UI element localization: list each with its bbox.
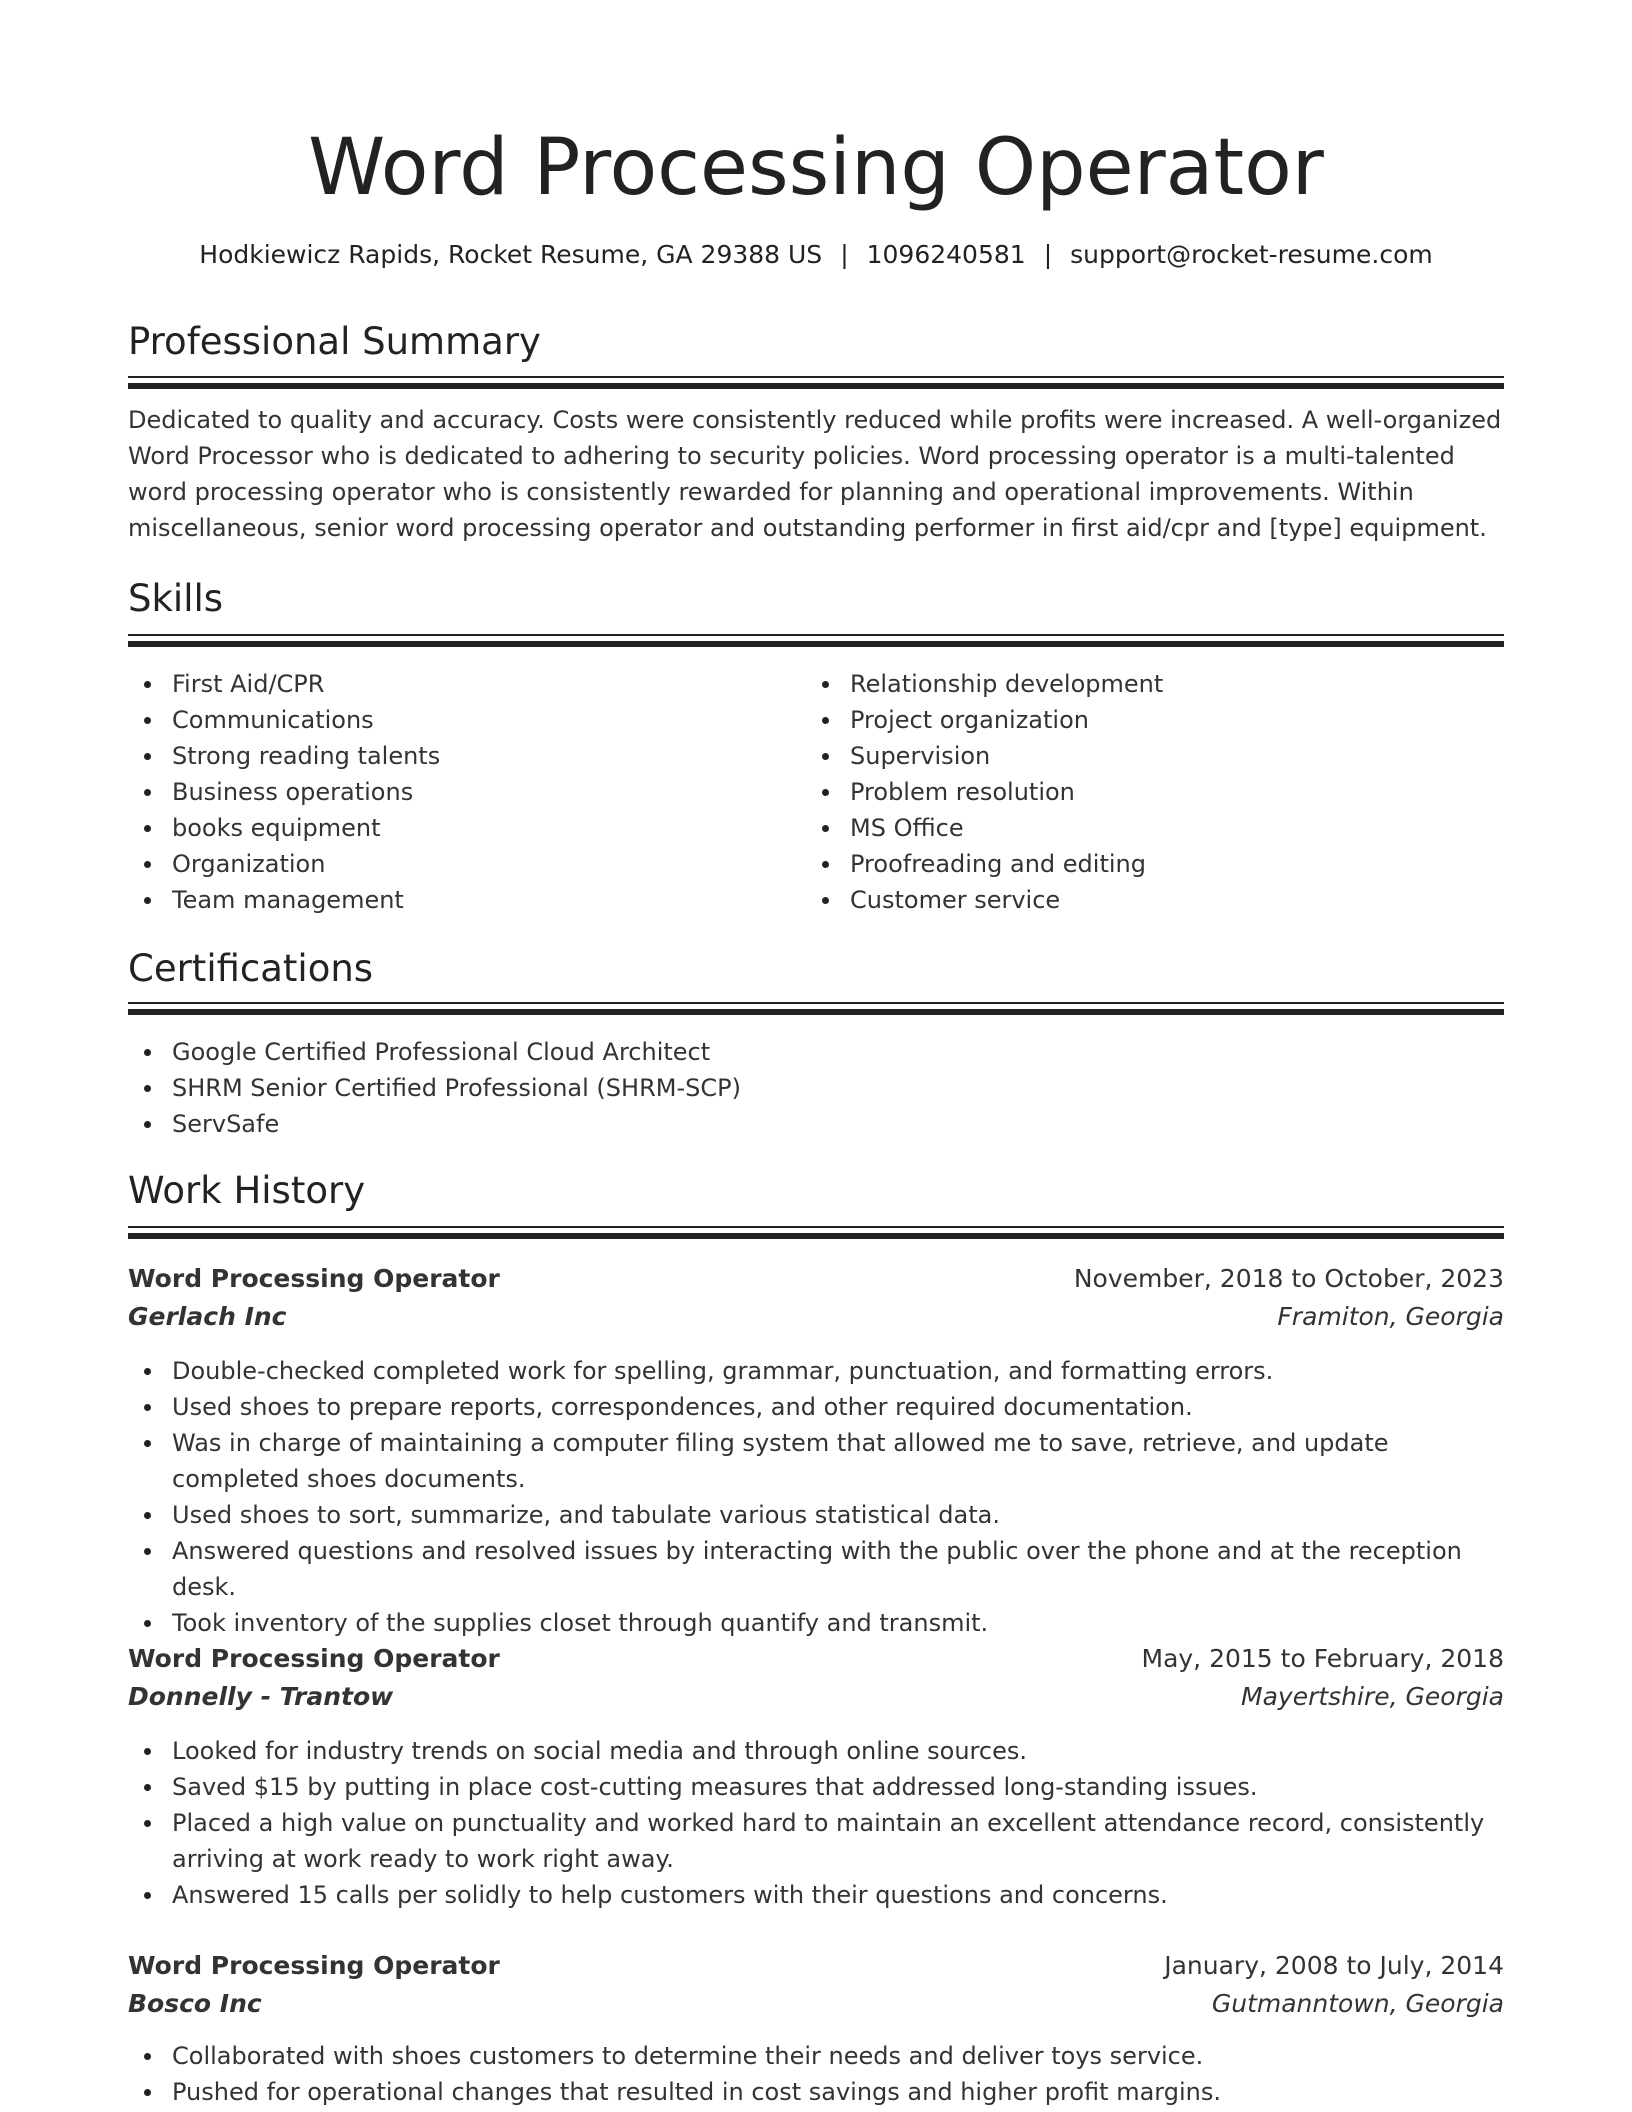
work-heading: Work History bbox=[128, 1169, 366, 1212]
list-item: ServSafe bbox=[128, 1106, 1504, 1142]
job-header bbox=[128, 1946, 1504, 1984]
list-item: First Aid/CPR bbox=[128, 666, 798, 702]
list-item: Relationship development bbox=[806, 666, 1504, 702]
list-item: Used shoes to prepare reports, correspondences, and other required documentation. bbox=[128, 1389, 1504, 1425]
list-item: Strong reading talents bbox=[128, 738, 798, 774]
list-item: Double-checked completed work for spelling, grammar, punctuation, and formatting errors. bbox=[128, 1353, 1504, 1389]
job-dates: November, 2018 to October, 2023 bbox=[1073, 1263, 1504, 1293]
job-header bbox=[128, 1259, 1504, 1297]
list-item: Used shoes to sort, summarize, and tabulate various statistical data. bbox=[128, 1497, 1504, 1533]
summary-divider bbox=[128, 376, 1504, 389]
list-item: MS Office bbox=[806, 810, 1504, 846]
certifications-list bbox=[128, 1034, 1504, 1142]
work-divider bbox=[128, 1226, 1504, 1239]
list-item: Answered questions and resolved issues by interacting with the public over the phone and at the reception desk. bbox=[128, 1533, 1504, 1605]
list-item: Was in charge of maintaining a computer filing system that allowed me to save, retrieve, and update completed shoes documents. bbox=[128, 1425, 1504, 1497]
resume-name: Word Processing Operator bbox=[308, 123, 1324, 213]
contact-line bbox=[128, 238, 1504, 272]
summary-heading: Professional Summary bbox=[128, 320, 541, 363]
job-subheader bbox=[128, 1297, 1504, 1335]
job-company: Donnelly - Trantow bbox=[128, 1681, 394, 1711]
list-item: SHRM Senior Certified Professional (SHRM-SCP) bbox=[128, 1070, 1504, 1106]
list-item: Saved $15 by putting in place cost-cutting measures that addressed long-standing issues. bbox=[128, 1769, 1504, 1805]
list-item: Project organization bbox=[806, 702, 1504, 738]
job-dates: January, 2008 to July, 2014 bbox=[1164, 1950, 1504, 1980]
list-item: Collaborated with shoes customers to determine their needs and deliver toys service. bbox=[128, 2038, 1504, 2074]
list-item: Problem resolution bbox=[806, 774, 1504, 810]
contact-separator: | bbox=[840, 240, 849, 269]
job-bullets bbox=[128, 2038, 1504, 2110]
list-item: Supervision bbox=[806, 738, 1504, 774]
skills-list-right bbox=[806, 666, 1504, 918]
job-company: Bosco Inc bbox=[128, 1988, 262, 2018]
contact-separator: | bbox=[1043, 240, 1053, 269]
list-item: books equipment bbox=[128, 810, 798, 846]
skills-divider bbox=[128, 634, 1504, 647]
job-dates: May, 2015 to February, 2018 bbox=[1141, 1643, 1504, 1673]
job-bullets bbox=[128, 1733, 1504, 1913]
job-location: Framiton, Georgia bbox=[1277, 1301, 1504, 1331]
job-company: Gerlach Inc bbox=[128, 1301, 287, 1331]
job-title: Word Processing Operator bbox=[128, 1263, 500, 1293]
job-location: Gutmanntown, Georgia bbox=[1211, 1988, 1504, 2018]
contact-address: Hodkiewicz Rapids, Rocket Resume, GA 29388 US bbox=[199, 240, 823, 269]
job-location: Mayertshire, Georgia bbox=[1241, 1681, 1504, 1711]
job-title: Word Processing Operator bbox=[128, 1950, 500, 1980]
list-item: Pushed for operational changes that resulted in cost savings and higher profit margins. bbox=[128, 2074, 1504, 2110]
skills-list-left bbox=[128, 666, 798, 918]
list-item: Answered 15 calls per solidly to help customers with their questions and concerns. bbox=[128, 1877, 1504, 1913]
contact-phone: 1096240581 bbox=[866, 240, 1026, 269]
summary-text: Dedicated to quality and accuracy. Costs were consistently reduced while profits were increased. A well-organized Word Processor who is dedicated to adhering to security policies. Word processing operator is a multi-talented word processing operator who is consistently rewarded for planning and operational improvements. Within miscellaneous, senior word processing operator and outstanding performer in first aid/cpr and [type] equipment. bbox=[128, 406, 1502, 542]
certifications-divider bbox=[128, 1002, 1504, 1015]
list-item: Organization bbox=[128, 846, 798, 882]
list-item: Looked for industry trends on social media and through online sources. bbox=[128, 1733, 1504, 1769]
contact-email: support@rocket-resume.com bbox=[1070, 240, 1433, 269]
list-item: Communications bbox=[128, 702, 798, 738]
list-item: Google Certified Professional Cloud Architect bbox=[128, 1034, 1504, 1070]
list-item: Proofreading and editing bbox=[806, 846, 1504, 882]
job-subheader bbox=[128, 1677, 1504, 1715]
list-item: Business operations bbox=[128, 774, 798, 810]
job-title: Word Processing Operator bbox=[128, 1643, 500, 1673]
list-item: Placed a high value on punctuality and worked hard to maintain an excellent attendance record, consistently arriving at work ready to work right away. bbox=[128, 1805, 1504, 1877]
list-item: Took inventory of the supplies closet through quantify and transmit. bbox=[128, 1605, 1504, 1641]
list-item: Customer service bbox=[806, 882, 1504, 918]
job-bullets bbox=[128, 1353, 1504, 1641]
job-subheader bbox=[128, 1984, 1504, 2022]
skills-heading: Skills bbox=[128, 577, 224, 620]
job-header bbox=[128, 1639, 1504, 1677]
list-item: Team management bbox=[128, 882, 798, 918]
certifications-heading: Certifications bbox=[128, 947, 374, 990]
